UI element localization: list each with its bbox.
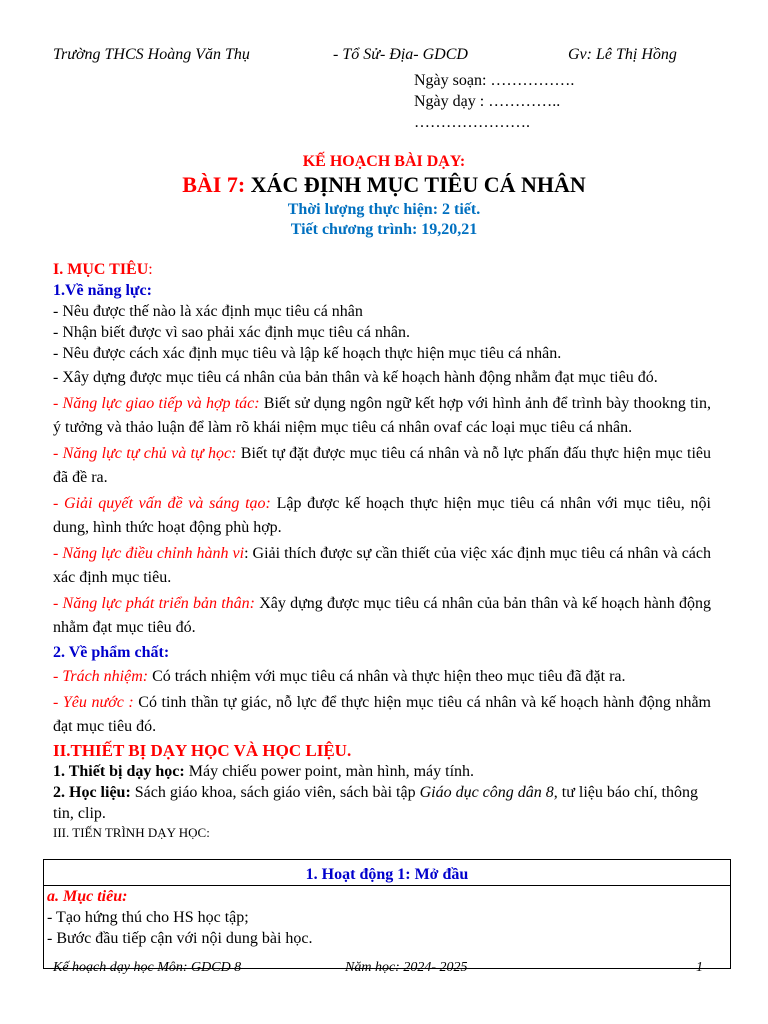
competency-item: - Giải quyết vấn đề và sáng tạo: Lập được kế hoạch thực hiện mục tiêu cá nhân với mục tiêu, nội dung, hình thức hoạt động phù hợp.: [53, 495, 711, 536]
objective-bullet: - Xây dựng được mục tiêu cá nhân của bản thân và kế hoạch hành động nhằm đạt mục tiêu đó.: [53, 369, 658, 386]
prepared-date: Ngày soạn: …………….: [414, 72, 575, 89]
capability-heading: 1.Về năng lực:: [53, 282, 152, 299]
extra-date-line: ………………….: [414, 114, 530, 131]
footer-subject: Kế hoạch dạy học Môn: GDCD 8: [53, 960, 242, 975]
equipment-item: 1. Thiết bị dạy học: Máy chiếu power point, màn hình, máy tính.: [53, 763, 475, 780]
teacher-name: Gv: Lê Thị Hồng: [568, 46, 677, 63]
quality-item: - Trách nhiệm: Có trách nhiệm với mục tiêu cá nhân và thực hiện theo mục tiêu đã đặt ra.: [53, 668, 626, 685]
footer-school-year: Năm học: 2024- 2025: [345, 960, 468, 975]
competency-item: - Năng lực phát triển bản thân: Xây dựng được mục tiêu cá nhân của bản thân và kế hoạch hành động nhằm đạt mục tiêu đó.: [53, 595, 712, 636]
activity-goal-label: a. Mục tiêu:: [47, 888, 128, 905]
activity-body: [44, 886, 730, 949]
footer-page-number: 1: [696, 960, 703, 975]
page-header: [53, 46, 733, 68]
objective-bullet: - Nêu được thế nào là xác định mục tiêu cá nhân: [53, 303, 363, 320]
lesson-name: XÁC ĐỊNH MỤC TIÊU CÁ NHÂN: [245, 172, 586, 197]
lesson-content: [53, 259, 711, 841]
lesson-dates: [414, 70, 574, 133]
taught-date: Ngày dạy : …………..: [414, 93, 561, 110]
quality-heading: 2. Về phẩm chất:: [53, 644, 170, 661]
page-footer: [53, 960, 705, 980]
lesson-periods: Tiết chương trình: 19,20,21: [290, 221, 478, 238]
activity-table: [43, 859, 731, 969]
school-name: Trường THCS Hoàng Văn Thụ: [53, 46, 250, 63]
competency-item: - Năng lực điều chỉnh hành vi: Giải thích được sự cần thiết của việc xác định mục tiêu cá nhân và cách xác định mục tiêu.: [53, 545, 711, 586]
objective-bullet: - Nhận biết được vì sao phải xác định mục tiêu cá nhân.: [53, 324, 411, 341]
lesson-number: BÀI 7:: [182, 172, 246, 197]
section-process-heading: III. TIẾN TRÌNH DẠY HỌC:: [53, 825, 210, 840]
plan-label: KẾ HOẠCH BÀI DẠY:: [302, 153, 466, 170]
activity-goal-item: - Bước đầu tiếp cận với nội dung bài học.: [47, 930, 313, 947]
section-objectives-heading: I. MỤC TIÊU:: [53, 261, 153, 278]
quality-item: - Yêu nước : Có tinh thần tự giác, nỗ lực để thực hiện mục tiêu cá nhân và kế hoạch hành động nhằm đạt mục tiêu đó.: [53, 694, 711, 735]
competency-item: - Năng lực giao tiếp và hợp tác: Biết sử dụng ngôn ngữ kết hợp với hình ảnh để trình bày thookng tin, ý tưởng và thảo luận để làm rõ khái niệm mục tiêu cá nhân ovaf các loại mục tiêu cá nhân.: [53, 395, 712, 436]
department-name: - Tổ Sử- Địa- GDCD: [333, 46, 468, 63]
activity-goal-item: - Tạo hứng thú cho HS học tập;: [47, 909, 249, 926]
activity-title: 1. Hoạt động 1: Mở đầu: [305, 866, 469, 883]
competency-item: - Năng lực tự chủ và tự học: Biết tự đặt được mục tiêu cá nhân và nỗ lực phấn đấu thực hiện mục tiêu đã đề ra.: [53, 445, 712, 486]
lesson-title: [0, 172, 768, 198]
lesson-duration: Thời lượng thực hiện: 2 tiết.: [287, 201, 481, 218]
materials-item: 2. Học liệu: Sách giáo khoa, sách giáo viên, sách bài tập Giáo dục công dân 8, tư liệu báo chí, thông tin, clip.: [53, 784, 698, 822]
objective-bullet: - Nêu được cách xác định mục tiêu và lập kế hoạch thực hiện mục tiêu cá nhân.: [53, 345, 562, 362]
section-equipment-heading: II.THIẾT BỊ DẠY HỌC VÀ HỌC LIỆU.: [53, 741, 352, 760]
